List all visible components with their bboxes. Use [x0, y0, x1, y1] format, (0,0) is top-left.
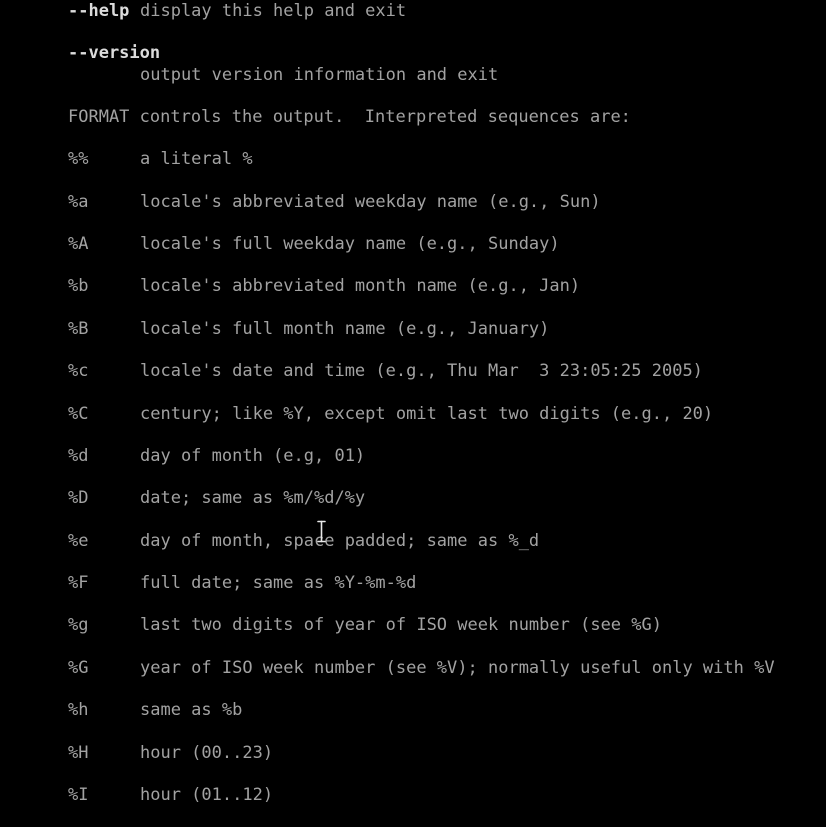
option-flag-help: --help	[68, 1, 130, 21]
format-sequence-row	[68, 658, 826, 679]
sequence-spec: %B	[68, 318, 89, 339]
blank-line	[68, 22, 826, 43]
format-sequence-row	[68, 531, 826, 552]
sequence-spec: %e	[68, 530, 89, 551]
sequence-description: locale's full month name (e.g., January)	[140, 318, 550, 339]
blank-line	[68, 340, 826, 361]
format-sequence-row	[68, 404, 826, 425]
blank-line	[68, 213, 826, 234]
format-sequence-row	[68, 488, 826, 509]
blank-line	[68, 425, 826, 446]
option-help-description: display this help and exit	[140, 1, 407, 21]
format-sequence-row	[68, 785, 826, 806]
sequence-description: a literal %	[140, 149, 253, 170]
sequence-spec: %h	[68, 700, 89, 721]
sequence-spec: %A	[68, 234, 89, 255]
format-sequence-row	[68, 234, 826, 255]
sequence-description: last two digits of year of ISO week number (see %G)	[140, 615, 662, 636]
sequence-description: year of ISO week number (see %V); normally useful only with %V	[140, 657, 775, 678]
option-version-description-row	[68, 65, 826, 86]
blank-line	[68, 594, 826, 615]
sequence-description: hour (00..23)	[140, 742, 274, 763]
blank-line	[68, 86, 826, 107]
format-sequence-row	[68, 573, 826, 594]
sequence-description: same as %b	[140, 700, 243, 721]
option-flag-version: --version	[68, 43, 161, 64]
option-row-version	[68, 43, 826, 64]
format-sequence-row	[68, 192, 826, 213]
sequence-spec: %C	[68, 403, 89, 424]
sequence-spec: %c	[68, 361, 89, 382]
format-sequence-row	[68, 276, 826, 297]
sequence-description: day of month, space padded; same as %_d	[140, 530, 540, 551]
sequence-spec: %G	[68, 657, 89, 678]
sequence-spec: %a	[68, 191, 89, 212]
blank-line	[68, 128, 826, 149]
sequence-spec: %%	[68, 149, 89, 170]
sequence-spec: %I	[68, 784, 89, 805]
format-sequence-row	[68, 149, 826, 170]
sequence-spec: %F	[68, 573, 89, 594]
sequence-description: locale's date and time (e.g., Thu Mar 3 23:05:25 2005)	[140, 361, 703, 382]
blank-line	[68, 298, 826, 319]
blank-line	[68, 721, 826, 742]
sequence-spec: %b	[68, 276, 89, 297]
sequence-spec: %H	[68, 742, 89, 763]
sequence-spec: %g	[68, 615, 89, 636]
blank-line	[68, 679, 826, 700]
blank-line	[68, 764, 826, 785]
sequence-description: full date; same as %Y-%m-%d	[140, 573, 417, 594]
format-sequence-list	[68, 149, 826, 827]
format-heading: FORMAT controls the output. Interpreted sequences are:	[68, 106, 631, 127]
blank-line	[68, 637, 826, 658]
option-row-help	[68, 1, 826, 22]
blank-line	[68, 171, 826, 192]
blank-line	[68, 382, 826, 403]
format-sequence-row	[68, 361, 826, 382]
sequence-description: locale's abbreviated weekday name (e.g., Sun)	[140, 191, 601, 212]
sequence-description: day of month (e.g, 01)	[140, 445, 366, 466]
sequence-description: locale's abbreviated month name (e.g., Jan)	[140, 276, 581, 297]
sequence-description: date; same as %m/%d/%y	[140, 488, 366, 509]
sequence-spec: %D	[68, 488, 89, 509]
blank-line	[68, 552, 826, 573]
format-sequence-row	[68, 743, 826, 764]
sequence-description: hour (01..12)	[140, 784, 274, 805]
format-sequence-row	[68, 700, 826, 721]
sequence-description: century; like %Y, except omit last two digits (e.g., 20)	[140, 403, 714, 424]
format-sequence-row	[68, 446, 826, 467]
format-sequence-row	[68, 319, 826, 340]
sequence-spec: %d	[68, 445, 89, 466]
option-version-description: output version information and exit	[140, 64, 499, 85]
blank-line	[68, 467, 826, 488]
sequence-description: locale's full weekday name (e.g., Sunday)	[140, 234, 560, 255]
blank-line	[68, 510, 826, 531]
blank-line	[68, 255, 826, 276]
format-sequence-row	[68, 615, 826, 636]
